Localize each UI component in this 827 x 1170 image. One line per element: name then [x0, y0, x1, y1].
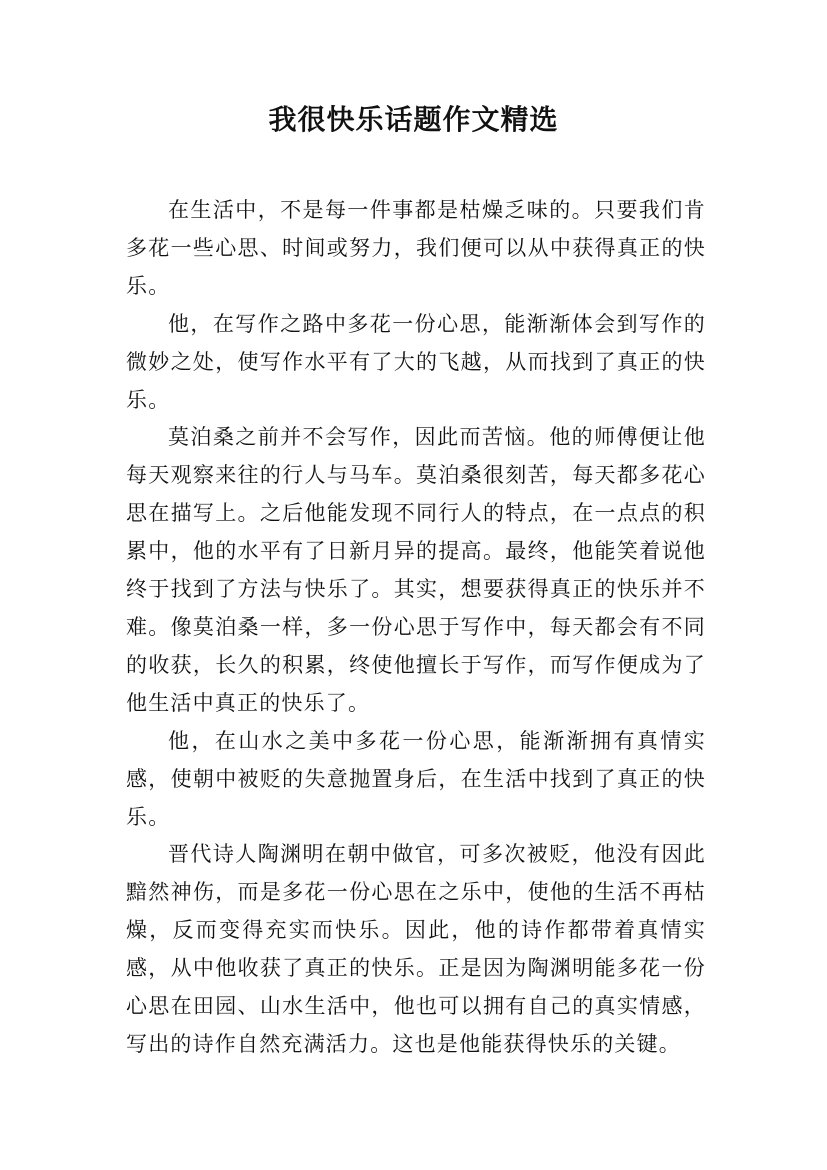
paragraph: 莫泊桑之前并不会写作，因此而苦恼。他的师傅便让他每天观察来往的行人与马车。莫泊桑很刻苦，每天都多花心思在描写上。之后他能发现不同行人的特点，在一点点的积累中，他的水平有了日新月异的提高。最终，他能笑着说他终于找到了方法与快乐了。其实，想要获得真正的快乐并不难。像莫泊桑一样，多一份心思于写作中，每天都会有不同的收获，长久的积累，终使他擅长于写作，而写作便成为了他生活中真正的快乐了。	[126, 425, 706, 715]
paragraph: 他，在写作之路中多花一份心思，能渐渐体会到写作的微妙之处，使写作水平有了大的飞越，从而找到了真正的快乐。	[126, 311, 706, 412]
paragraph: 晋代诗人陶渊明在朝中做官，可多次被贬，他没有因此黯然神伤，而是多花一份心思在之乐中，使他的生活不再枯燥，反而变得充实而快乐。因此，他的诗作都带着真情实感，从中他收获了真正的快乐。正是因为陶渊明能多花一份心思在田园、山水生活中，他也可以拥有自己的真实情感，写出的诗作自然充满活力。这也是他能获得快乐的关键。	[126, 842, 706, 1056]
document-body	[126, 192, 706, 1064]
paragraph: 在生活中，不是每一件事都是枯燥乏味的。只要我们肯多花一些心思、时间或努力，我们便可以从中获得真正的快乐。	[126, 198, 706, 298]
paragraph: 他，在山水之美中多花一份心思，能渐渐拥有真情实感，使朝中被贬的失意抛置身后，在生活中找到了真正的快乐。	[126, 728, 706, 829]
document-title: 我很快乐话题作文精选	[268, 103, 559, 136]
